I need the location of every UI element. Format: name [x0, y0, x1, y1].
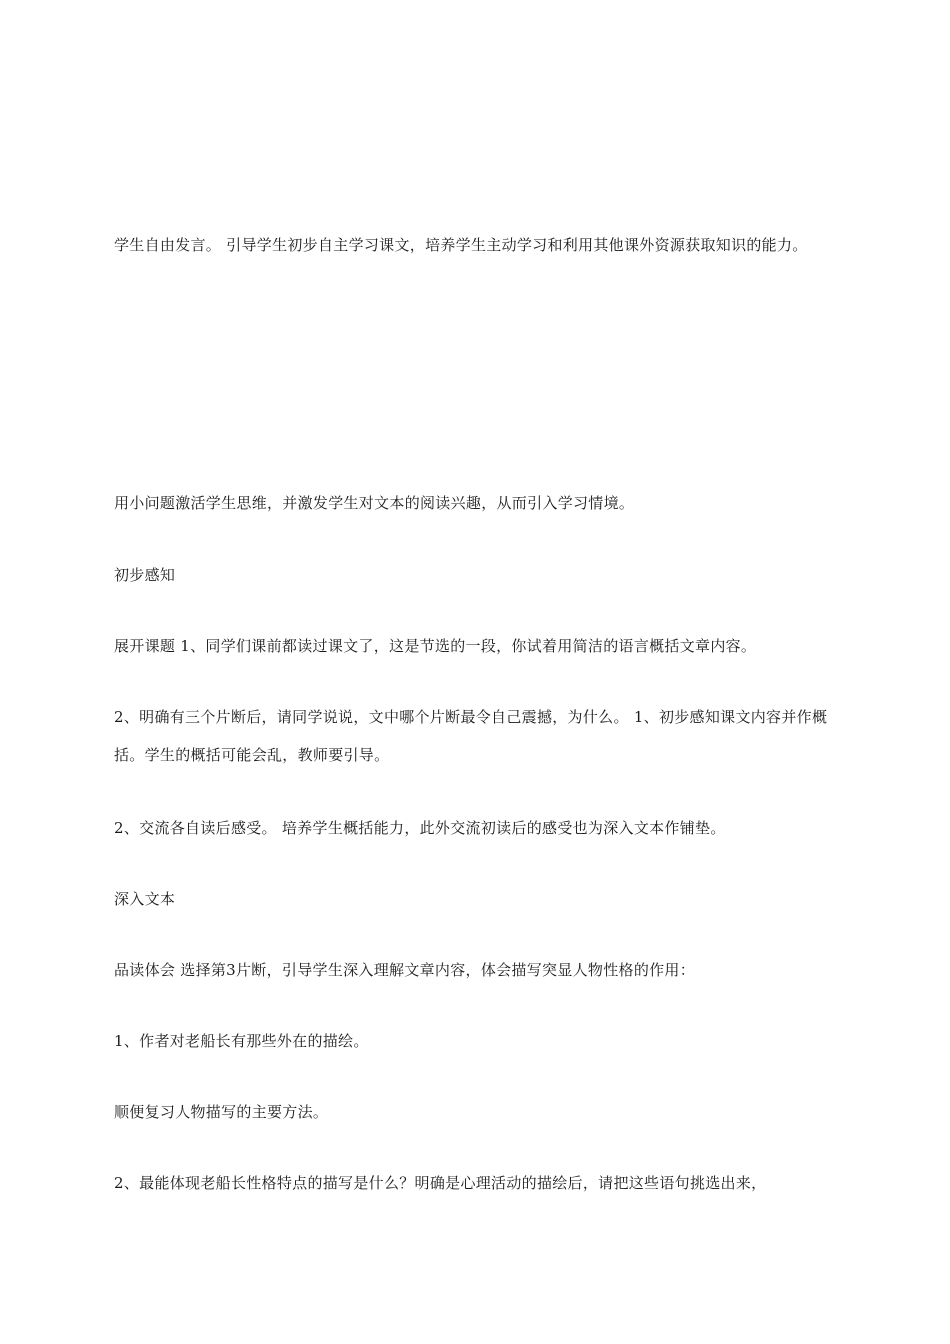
section-heading-deep-text: 深入文本 [114, 890, 176, 908]
paragraph-read-and-experience: 品读体会 选择第3片断，引导学生深入理解文章内容，体会描写突显人物性格的作用： [114, 961, 696, 979]
paragraph-exchange-feelings: 2、交流各自读后感受。 培养学生概括能力，此外交流初读后的感受也为深入文本作铺垫。 [114, 819, 726, 837]
paragraph-free-speech: 学生自由发言。 引导学生初步自主学习课文，培养学生主动学习和利用其他课外资源获取知识的能力。 [114, 236, 808, 254]
paragraph-external-description: 1、作者对老船长有那些外在的描绘。 [114, 1032, 369, 1050]
paragraph-review-methods: 顺便复习人物描写的主要方法。 [114, 1103, 329, 1121]
section-heading-initial-perception: 初步感知 [114, 566, 176, 584]
paragraph-character-description: 2、最能体现老船长性格特点的描写是什么？明确是心理活动的描绘后，请把这些语句挑选出来， [114, 1174, 767, 1192]
paragraph-three-fragments: 2、明确有三个片断后，请同学说说，文中哪个片断最令自己震撼，为什么。 1、初步感知课文内容并作概括。学生的概括可能会乱，教师要引导。 [114, 708, 828, 764]
paragraph-start-topic: 展开课题 1、同学们课前都读过课文了，这是节选的一段，你试着用简洁的语言概括文章内容。 [114, 637, 757, 655]
paragraph-activate-thinking: 用小问题激活学生思维，并激发学生对文本的阅读兴趣，从而引入学习情境。 [114, 494, 635, 512]
